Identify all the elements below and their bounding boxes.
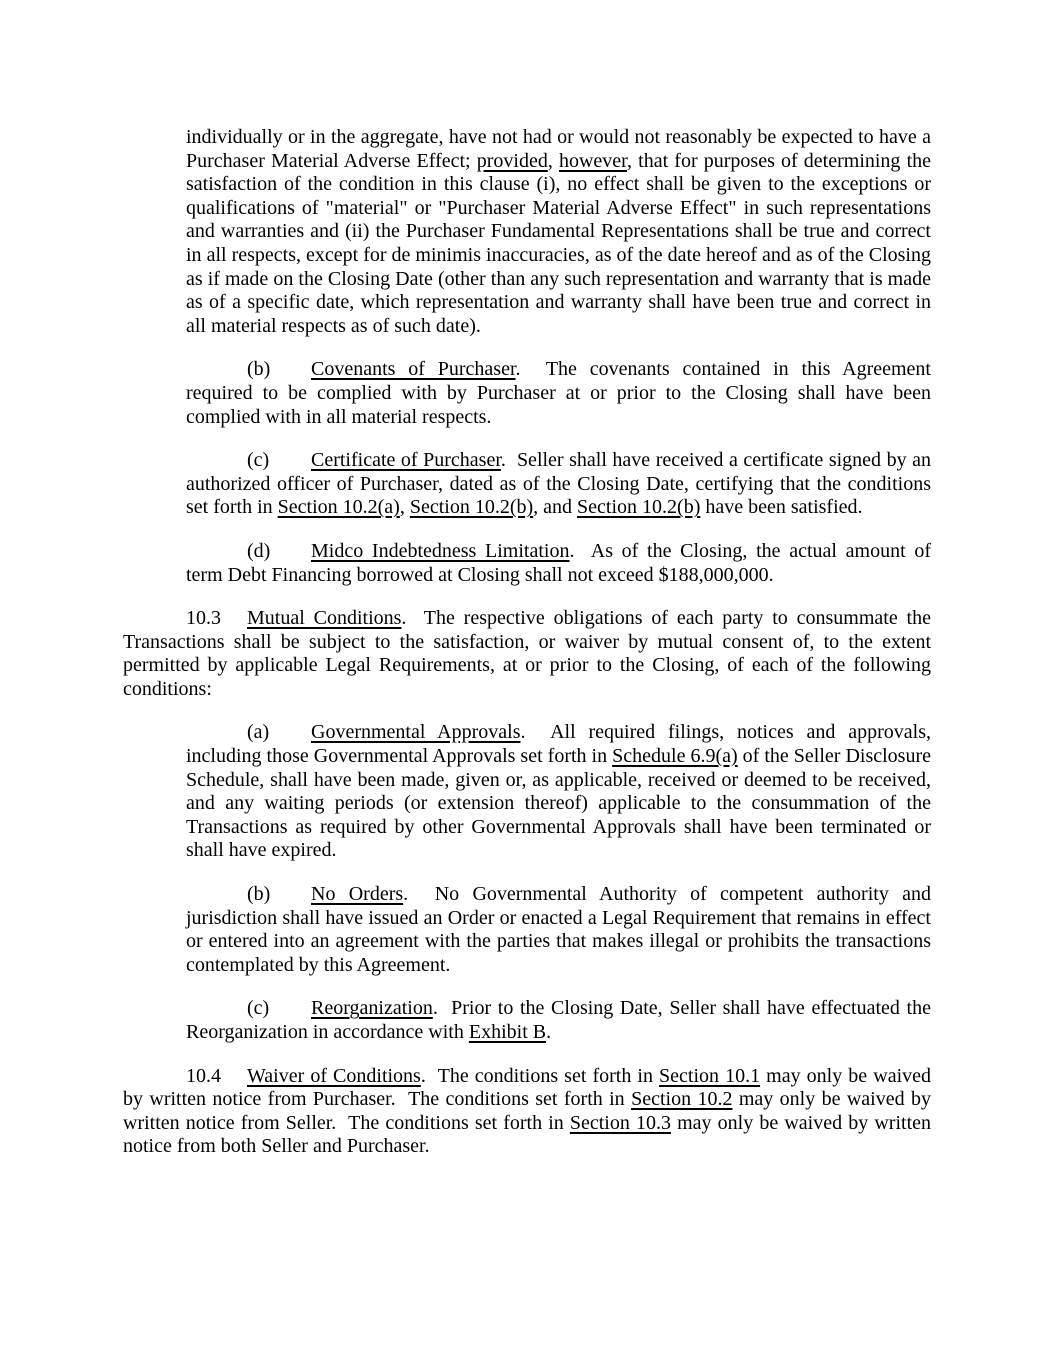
paragraph-10-2-d-midco-indebtedness <box>186 539 937 587</box>
underlined-text-run: Section 10.2(a) <box>277 496 400 519</box>
paragraph-number-label: 10.3 <box>186 607 221 630</box>
underlined-text-run: Section 10.2(b) <box>409 496 534 519</box>
text-run: . As of the Closing, the actual amount of term Debt Financing borrowed at Closing shall not exceed $188,000,000. <box>186 539 937 586</box>
text-run: , <box>547 149 559 172</box>
text-run: of the Seller Disclosure Schedule, shall have been made, given or, as applicable, received or deemed to be received, and any waiting periods (or extension thereof) applicable to the consummation of the Transactions as required by other Governmental Approvals shall have been terminated or shall have expired. <box>186 745 937 862</box>
paragraph-number-label: (b) <box>247 883 271 906</box>
underlined-text-run: however <box>558 149 628 172</box>
paragraph-number-label: (b) <box>247 358 271 381</box>
document-body <box>123 126 937 1159</box>
underlined-text-run: Section 10.3 <box>569 1111 671 1134</box>
paragraph-number-label: (c) <box>247 449 270 472</box>
underlined-text-run: Covenants of Purchaser <box>311 358 516 381</box>
text-run: . The conditions set forth in <box>420 1064 660 1087</box>
text-run: . Prior to the Closing Date, Seller shall have effectuated the Reorganization in accordance with <box>186 997 936 1043</box>
underlined-text-run: Waiver of Conditions <box>247 1064 421 1087</box>
text-run: individually or in the aggregate, have not had or would not reasonably be expected to have a Purchaser Material Adverse Effect; <box>186 126 936 172</box>
paragraph-number-label: (d) <box>247 539 271 562</box>
underlined-text-run: provided <box>476 149 548 172</box>
underlined-text-run: Schedule 6.9(a) <box>612 745 738 768</box>
text-run: may only be waived by written notice from Seller. The conditions set forth in <box>123 1088 936 1134</box>
underlined-text-run: No Orders <box>311 883 404 906</box>
text-run: may only be waived by written notice from Purchaser. The conditions set forth in <box>123 1064 937 1111</box>
text-run: . No Governmental Authority of competent authority and jurisdiction shall have issued an Order or enacted a Legal Requirement that remains in effect or entered into an agreement with the parties that makes illegal or prohibits the transactions contemplated by this Agreement. <box>186 883 936 976</box>
paragraph-number-label: (c) <box>247 997 270 1020</box>
text-run: , that for purposes of determining the satisfaction of the condition in this clause (i), no effect shall be given to the exceptions or qualifications of "material" or "Purchaser Material Adverse Effect" in such representations and warranties and (ii) the Purchaser Fundamental Representations shall be true and correct in all respects, except for de minimis inaccuracies, as of the date hereof and as of the Closing as if made on the Closing Date (other than any such representation and warranty that is made as of a specific date, which representation and warranty shall have been true and correct in all material respects as of such date). <box>186 149 936 337</box>
text-run: may only be waived by written notice from both Seller and Purchaser. <box>123 1111 936 1158</box>
underlined-text-run: Reorganization <box>311 997 433 1020</box>
text-run: . All required filings, notices and approvals, including those Governmental Approvals set forth in <box>186 721 936 768</box>
text-run: , <box>399 496 410 519</box>
text-run: . Seller shall have received a certificate signed by an authorized officer of Purchaser, dated as of the Closing Date, certifying that the conditions set forth in <box>186 449 936 519</box>
paragraph-10-3-a-governmental-approvals <box>186 721 937 863</box>
underlined-text-run: Section 10.2(b) <box>577 496 701 519</box>
paragraph-number-label: 10.4 <box>186 1064 221 1087</box>
text-run: . <box>546 1021 552 1043</box>
text-run: . The respective obligations of each party to consummate the Transactions shall be subject to the satisfaction, or waiver by mutual consent of, to the extent permitted by applicable Legal Requirements, at or prior to the Closing, of each of the following conditions: <box>123 607 936 700</box>
paragraph-clause-i-continuation <box>186 126 936 338</box>
underlined-text-run: Section 10.2 <box>631 1088 733 1111</box>
paragraph-number-label: (a) <box>247 721 270 744</box>
paragraph-10-3-mutual-conditions <box>123 607 936 701</box>
underlined-text-run: Section 10.1 <box>659 1064 761 1087</box>
text-run: have been satisfied. <box>700 496 863 519</box>
paragraph-10-2-b-covenants <box>186 358 936 429</box>
underlined-text-run: Mutual Conditions <box>247 607 402 630</box>
text-run: . The covenants contained in this Agreement required to be complied with by Purchaser at or prior to the Closing shall have been complied with in all material respects. <box>186 358 936 428</box>
underlined-text-run: Exhibit B <box>468 1021 547 1043</box>
paragraph-10-2-c-certificate <box>186 449 936 520</box>
underlined-text-run: Midco Indebtedness Limitation <box>311 539 570 562</box>
underlined-text-run: Governmental Approvals <box>311 721 521 744</box>
paragraph-10-3-b-no-orders <box>186 883 936 977</box>
text-run: , and <box>533 496 578 519</box>
underlined-text-run: Certificate of Purchaser <box>311 449 501 472</box>
paragraph-10-3-c-reorganization <box>186 997 936 1044</box>
paragraph-10-4-waiver-of-conditions <box>123 1064 937 1159</box>
